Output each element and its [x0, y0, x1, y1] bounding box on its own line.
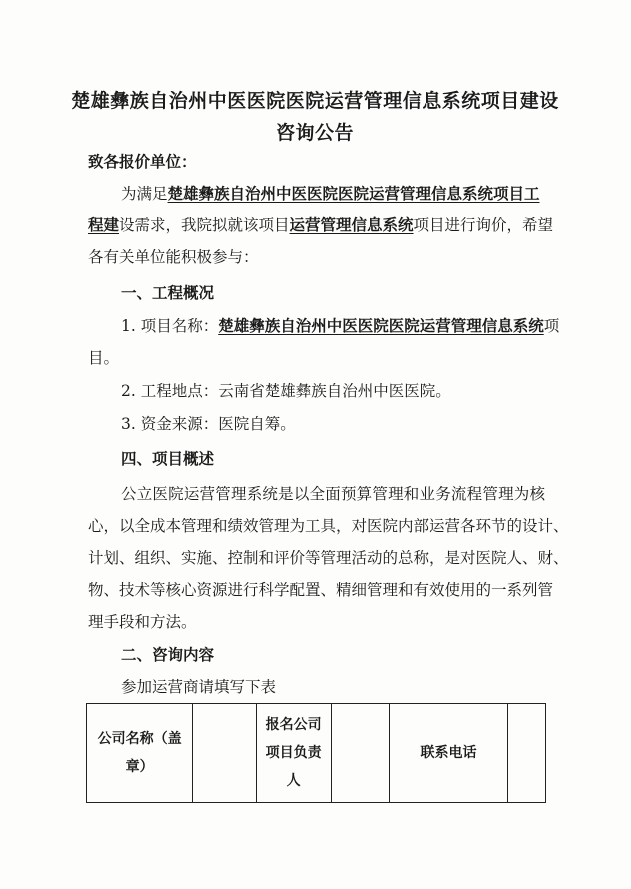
- section-heading-overview: 一、工程概况: [121, 284, 215, 302]
- registration-table: [86, 703, 546, 803]
- table-cell-phone-value[interactable]: [507, 704, 545, 803]
- intro-text: 设需求，我院拟就该项目: [119, 216, 290, 234]
- intro-line2: [88, 215, 553, 235]
- item-project-name-value: 楚雄彝族自治州中医医院医院运营管理信息系统: [218, 317, 544, 335]
- system-name-underlined: 运营管理信息系统: [289, 216, 414, 234]
- section-heading-consult: 二、咨询内容: [121, 646, 215, 664]
- table-cell-manager-label: 报名公司项目负责人: [256, 704, 331, 803]
- section-heading-summary: 四、项目概述: [121, 450, 215, 468]
- table-cell-company-label: 公司名称（盖章）: [87, 704, 193, 803]
- project-name-underlined-cont: 程建: [88, 216, 120, 234]
- intro-text: 为满足: [121, 185, 168, 203]
- overview-line: 理手段和方法。: [88, 613, 197, 631]
- item-label: 1. 项目名称：: [121, 317, 219, 335]
- overview-line: 计划、组织、实施、控制和评价等管理活动的总称，是对医院人、财、: [88, 549, 569, 567]
- salutation: 致各报价单位：: [88, 153, 197, 171]
- document-title-line1: 楚雄彝族自治州中医医院医院运营管理信息系统项目建设: [71, 90, 559, 112]
- table-cell-phone-label: 联系电话: [390, 704, 507, 803]
- item-project-name: [121, 316, 559, 336]
- item-tail: 项: [543, 317, 560, 335]
- overview-line: 物、技术等核心资源进行科学配置、精细管理和有效使用的一系列管: [88, 581, 554, 599]
- intro-text: 项目进行询价，希望: [413, 216, 554, 234]
- overview-line: 公立医院运营管理系统是以全面预算管理和业务流程管理为核: [121, 485, 545, 503]
- table-cell-company-value[interactable]: [193, 704, 256, 803]
- intro-line3: 各有关单位能积极参与：: [88, 248, 259, 266]
- table-cell-manager-value[interactable]: [331, 704, 390, 803]
- table-intro: 参加运营商请填写下表: [121, 678, 277, 696]
- document-title-line2: 咨询公告: [275, 122, 354, 144]
- item-funding: 3. 资金来源：医院自筹。: [121, 415, 296, 433]
- project-name-underlined: 楚雄彝族自治州中医医院医院运营管理信息系统项目工: [167, 185, 540, 203]
- overview-line: 心，以全成本管理和绩效管理为工具，对医院内部运营各环节的设计、: [88, 517, 569, 535]
- item-project-name-cont: 目。: [88, 349, 120, 367]
- intro-line1: [121, 184, 540, 204]
- item-location: 2. 工程地点：云南省楚雄彝族自治州中医医院。: [121, 382, 451, 400]
